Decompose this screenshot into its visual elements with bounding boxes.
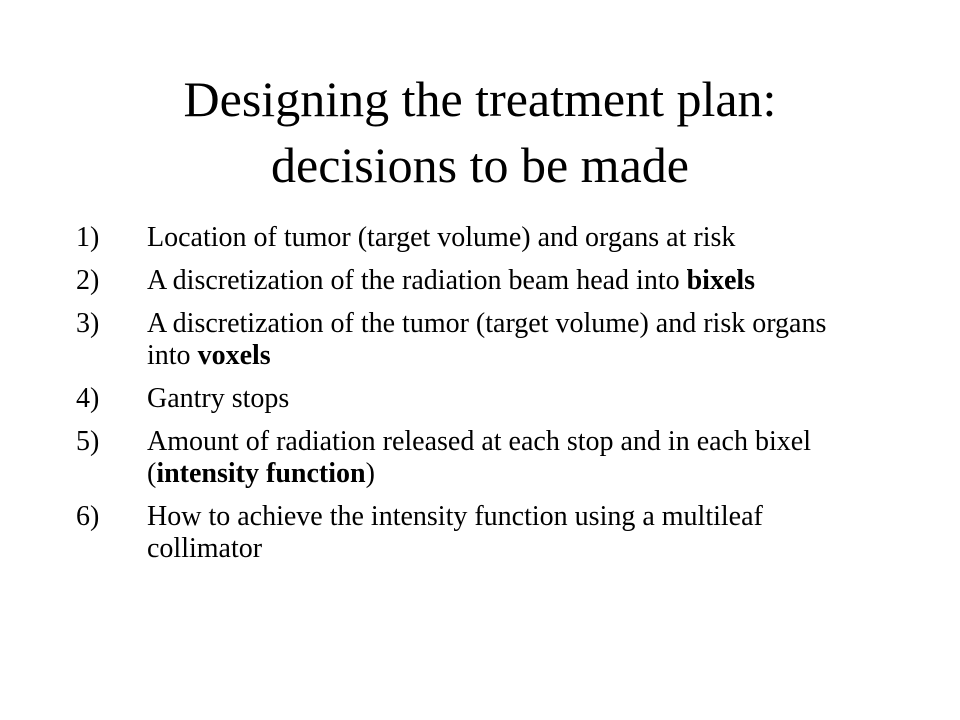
slide-title-line-1: Designing the treatment plan: xyxy=(183,71,777,127)
list-item-number: 4) xyxy=(76,383,100,414)
list-item-number: 1) xyxy=(76,222,100,253)
list-item-text-part: ) xyxy=(365,458,375,489)
list-item-text-part: A discretization of the radiation beam head into xyxy=(147,265,687,296)
decision-list xyxy=(76,222,876,576)
list-item-text-part: Gantry stops xyxy=(147,383,290,414)
list-item-number: 2) xyxy=(76,265,100,296)
list-item-text xyxy=(147,426,811,489)
list-item-text-part: A discretization of the tumor (target volume) and risk organs into xyxy=(147,308,827,371)
list-item-text xyxy=(147,383,289,414)
list-item-text xyxy=(147,222,735,253)
list-item-number: 5) xyxy=(76,426,100,457)
list-item-text-part: Location of tumor (target volume) and organs at risk xyxy=(147,222,736,253)
list-item-number: 3) xyxy=(76,308,100,339)
slide-title-line-2: decisions to be made xyxy=(271,137,689,193)
list-item-bold-term: voxels xyxy=(197,340,271,371)
list-item xyxy=(76,308,876,372)
slide-title xyxy=(0,66,960,198)
list-item xyxy=(76,265,876,297)
list-item-bold-term: bixels xyxy=(686,265,756,296)
list-item-bold-term: intensity function xyxy=(156,458,366,489)
list-item xyxy=(76,222,876,254)
list-item-text xyxy=(147,501,763,564)
list-item-text-part: How to achieve the intensity function using a multileaf collimator xyxy=(147,501,763,564)
list-item-number: 6) xyxy=(76,501,100,532)
list-item xyxy=(76,383,876,415)
list-item xyxy=(76,501,876,565)
list-item-text xyxy=(147,265,755,296)
list-item-text-part: Amount of radiation released at each stop and in each bixel ( xyxy=(147,426,811,489)
list-item xyxy=(76,426,876,490)
list-item-text xyxy=(147,308,826,371)
